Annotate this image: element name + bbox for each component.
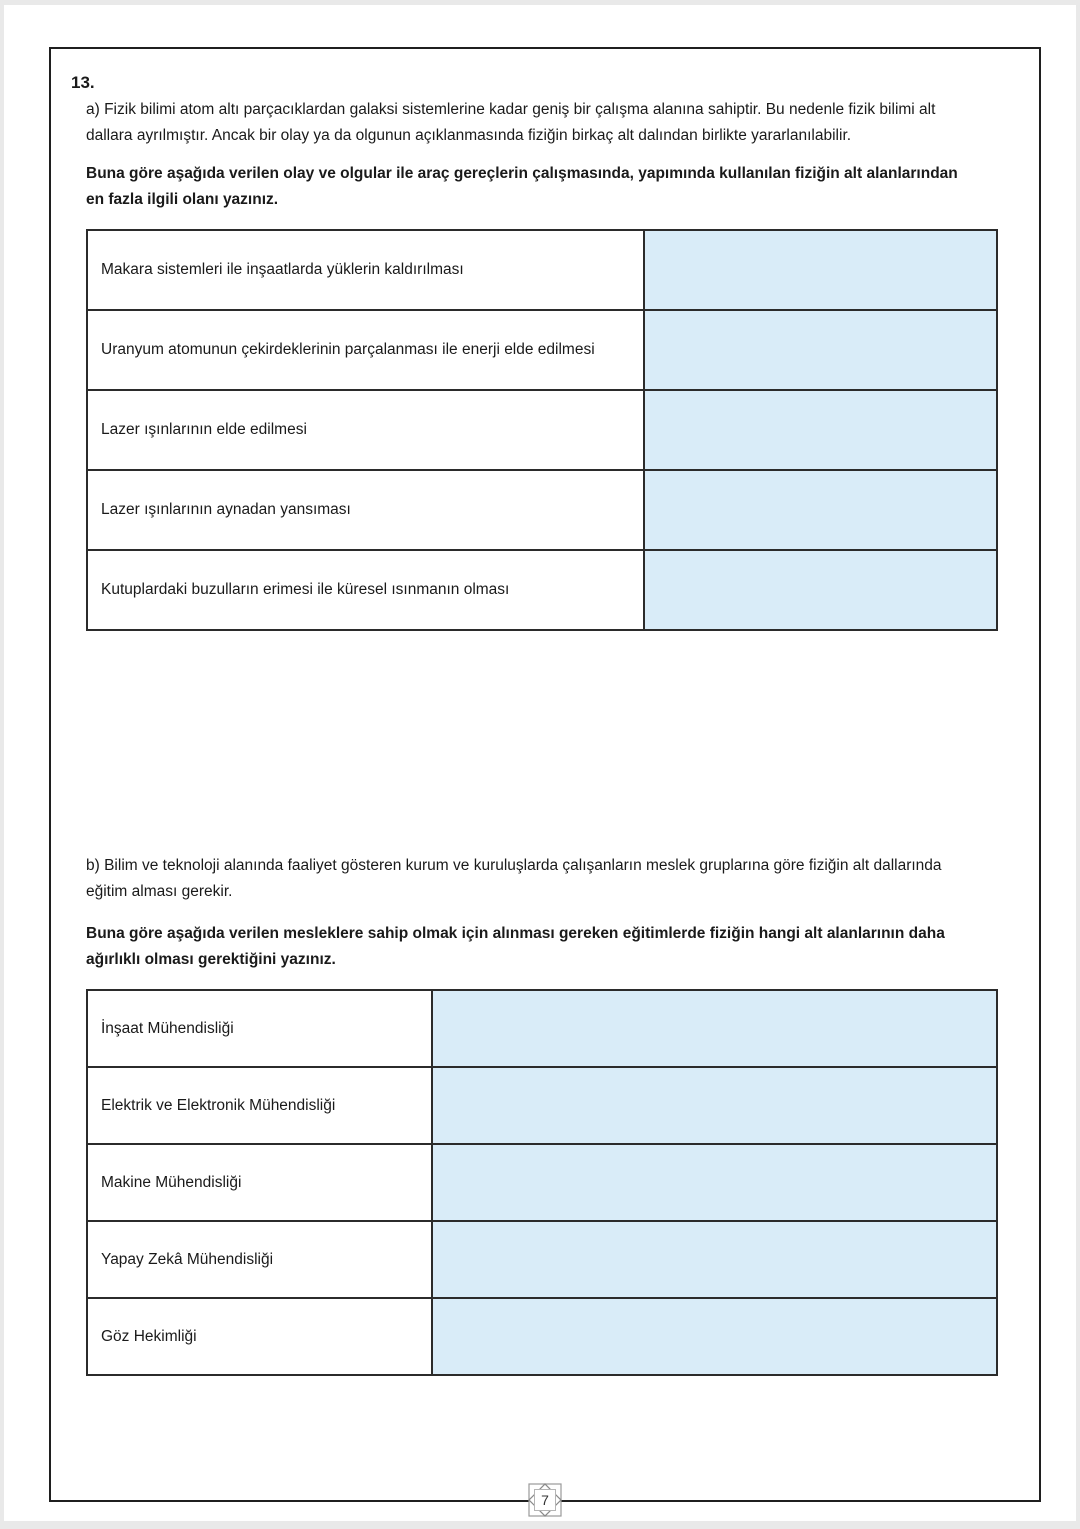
section-a-intro: a) Fizik bilimi atom altı parçacıklardan galaksi sistemlerine kadar geniş bir çalışma alanına sahiptir. Bu nedenle fizik bilimi alt dallara ayrılmıştır. Ancak bir olay ya da olgunun açıklanmasında fiziğin birkaç alt dalından birlikte yararlanılabilir.: [86, 101, 936, 144]
section-b-instruction: Buna göre aşağıda verilen mesleklere sahip olmak için alınması gereken eğitimlerde fiziğin hangi alt alanlarının daha ağırlıklı olması gerektiğini yazınız.: [86, 925, 945, 968]
event-label: Kutuplardaki buzulların erimesi ile küresel ısınmanın olması: [87, 550, 644, 630]
profession-label: İnşaat Mühendisliği: [87, 990, 432, 1067]
answer-cell[interactable]: [432, 1067, 997, 1144]
section-b-intro: b) Bilim ve teknoloji alanında faaliyet gösteren kurum ve kuruluşlarda çalışanların meslek gruplarına göre fiziğin alt dallarında eğitim alması gerekir.: [86, 857, 942, 900]
table-row: [87, 550, 997, 630]
page-number-ornament: [516, 1471, 574, 1529]
event-label: Uranyum atomunun çekirdeklerinin parçalanması ile enerji elde edilmesi: [87, 310, 644, 390]
table-row: [87, 1067, 997, 1144]
table-row: [87, 470, 997, 550]
table-row: [87, 310, 997, 390]
answer-cell[interactable]: [644, 470, 997, 550]
event-label: Lazer ışınlarının elde edilmesi: [87, 390, 644, 470]
page-number: 7: [541, 1492, 549, 1508]
answer-cell[interactable]: [432, 1221, 997, 1298]
event-label: Makara sistemleri ile inşaatlarda yüklerin kaldırılması: [87, 230, 644, 310]
section-a-instruction: Buna göre aşağıda verilen olay ve olgular ile araç gereçlerin çalışmasında, yapımında kullanılan fiziğin alt alanlarından en fazla ilgili olanı yazınız.: [86, 165, 958, 208]
answer-cell[interactable]: [644, 550, 997, 630]
worksheet-frame: [49, 47, 1041, 1508]
table-row: [87, 990, 997, 1067]
table-row: [87, 390, 997, 470]
section-a-table: [86, 229, 998, 631]
answer-cell[interactable]: [432, 990, 997, 1067]
profession-label: Elektrik ve Elektronik Mühendisliği: [87, 1067, 432, 1144]
scanned-page: [4, 5, 1076, 1521]
answer-cell[interactable]: [644, 310, 997, 390]
profession-label: Göz Hekimliği: [87, 1298, 432, 1375]
question-number: 13.: [71, 73, 95, 92]
table-row: [87, 1298, 997, 1375]
answer-cell[interactable]: [644, 390, 997, 470]
answer-cell[interactable]: [432, 1144, 997, 1221]
ornament-star-icon: [516, 1471, 574, 1529]
profession-label: Yapay Zekâ Mühendisliği: [87, 1221, 432, 1298]
table-row: [87, 1144, 997, 1221]
table-row: [87, 230, 997, 310]
event-label: Lazer ışınlarının aynadan yansıması: [87, 470, 644, 550]
answer-cell[interactable]: [644, 230, 997, 310]
table-row: [87, 1221, 997, 1298]
profession-label: Makine Mühendisliği: [87, 1144, 432, 1221]
answer-cell[interactable]: [432, 1298, 997, 1375]
section-b-table: [86, 989, 998, 1376]
